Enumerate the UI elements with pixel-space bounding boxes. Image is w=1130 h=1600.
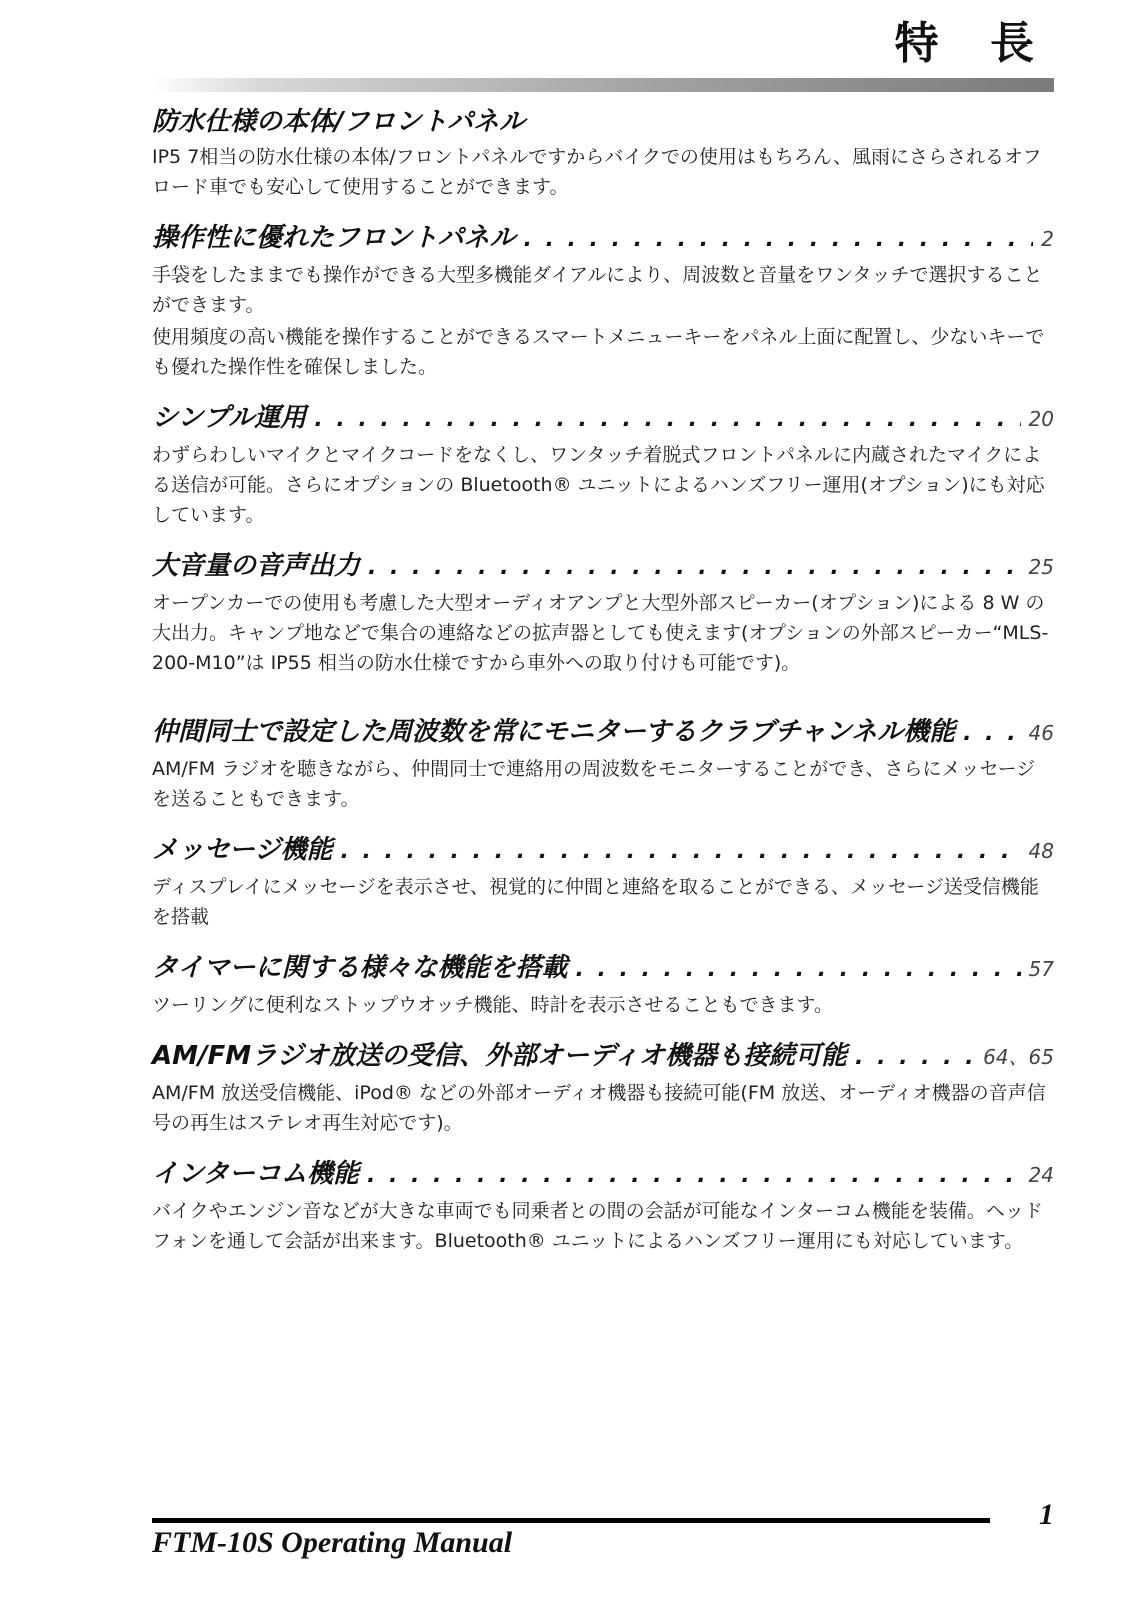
feature-item [152, 950, 1054, 1020]
feature-item [152, 832, 1054, 932]
feature-heading-text: シンプル運用 [152, 403, 307, 433]
feature-heading [152, 400, 1054, 438]
feature-heading-text: 防水仕様の本体/フロントパネル [152, 107, 525, 137]
feature-heading-text: タイマーに関する様々な機能を搭載 [152, 953, 568, 983]
feature-description: わずらわしいマイクとマイクコードをなくし、ワンタッチ着脱式フロントパネルに内蔵されたマイクによる送信が可能。さらにオプションの Bluetooth® ユニットによるハンズフリー運用(オプション)にも対応しています。 [152, 444, 1045, 526]
dot-leader [575, 952, 1020, 988]
page-reference: 64、65 [983, 1045, 1054, 1069]
feature-item [152, 1038, 1054, 1138]
feature-item [152, 1156, 1054, 1256]
feature-item [152, 400, 1054, 530]
page-reference: 2 [1041, 227, 1054, 251]
feature-item [152, 714, 1054, 814]
feature-heading-text: 大音量の音声出力 [152, 551, 361, 581]
feature-description: AM/FM 放送受信機能、iPod® などの外部オーディオ機器も接続可能(FM 放送、オーディオ機器の音声信号の再生はステレオ再生対応です)。 [152, 1082, 1046, 1134]
feature-heading [152, 1038, 1054, 1076]
feature-list [152, 104, 1054, 1274]
page-reference: 24 [1028, 1163, 1054, 1187]
title-gradient-bar [152, 78, 1054, 92]
feature-heading [152, 832, 1054, 870]
dot-leader [523, 222, 1033, 258]
dot-leader [367, 1158, 1021, 1194]
feature-description: バイクやエンジン音などが大きな車両でも同乗者との間の会話が可能なインターコム機能を装備。ヘッドフォンを通して会話が出来ます。Bluetooth® ユニットによるハンズフリー運用にも対応しています。 [152, 1200, 1043, 1252]
feature-item [152, 548, 1054, 678]
feature-heading-text: AM/FMラジオ放送の受信、外部オーディオ機器も接続可能 [152, 1041, 848, 1071]
dot-leader [314, 402, 1020, 438]
feature-heading [152, 950, 1054, 988]
feature-item [152, 220, 1054, 382]
feature-heading-text: メッセージ機能 [152, 835, 333, 865]
feature-description: AM/FM ラジオを聴きながら、仲間同士で連絡用の周波数をモニターすることができ、さらにメッセージを送ることもできます。 [152, 758, 1036, 810]
feature-heading-text: 仲間同士で設定した周波数を常にモニターするクラブチャンネル機能 [152, 717, 956, 747]
feature-heading-text: 操作性に優れたフロントパネル [152, 223, 516, 253]
feature-heading [152, 714, 1054, 752]
feature-heading [152, 548, 1054, 586]
page-reference: 57 [1028, 957, 1054, 981]
dot-leader [368, 550, 1021, 586]
page-number: 1 [1039, 1498, 1054, 1531]
feature-description: オープンカーでの使用も考慮した大型オーディオアンプと大型外部スピーカー(オプション)による 8 W の大出力。キャンプ地などで集合の連絡などの拡声器としても使えます(オプションの外部スピーカー“MLS-200-M10”は IP55 相当の防水仕様ですから車外への取り付けも可能です)。 [152, 592, 1049, 674]
page-title: 特 長 [894, 18, 1052, 69]
feature-description: ツーリングに便利なストップウオッチ機能、時計を表示させることもできます。 [152, 994, 833, 1016]
dot-leader [340, 834, 1020, 870]
page-reference: 48 [1028, 839, 1054, 863]
feature-item [152, 104, 1054, 202]
feature-description: 手袋をしたままでも操作ができる大型多機能ダイアルにより、周波数と音量をワンタッチで選択することができます。 [152, 264, 1043, 316]
dot-leader [963, 716, 1020, 752]
page-reference: 20 [1028, 407, 1054, 431]
dot-leader [855, 1040, 975, 1076]
manual-title: FTM-10S Operating Manual [152, 1526, 513, 1559]
page-reference: 46 [1028, 721, 1054, 745]
feature-heading [152, 1156, 1054, 1194]
feature-description: ディスプレイにメッセージを表示させ、視覚的に仲間と連絡を取ることができる、メッセージ送受信機能を搭載 [152, 876, 1039, 928]
feature-heading [152, 220, 1054, 258]
feature-description: 使用頻度の高い機能を操作することができるスマートメニューキーをパネル上面に配置し、少ないキーでも優れた操作性を確保しました。 [152, 326, 1045, 378]
footer-rule [152, 1518, 990, 1523]
feature-heading [152, 104, 1054, 140]
page-reference: 25 [1028, 555, 1054, 579]
feature-heading-text: インターコム機能 [152, 1159, 359, 1189]
feature-description: IP5 7相当の防水仕様の本体/フロントパネルですからバイクでの使用はもちろん、風雨にさらされるオフロード車でも安心して使用することができます。 [152, 146, 1042, 198]
